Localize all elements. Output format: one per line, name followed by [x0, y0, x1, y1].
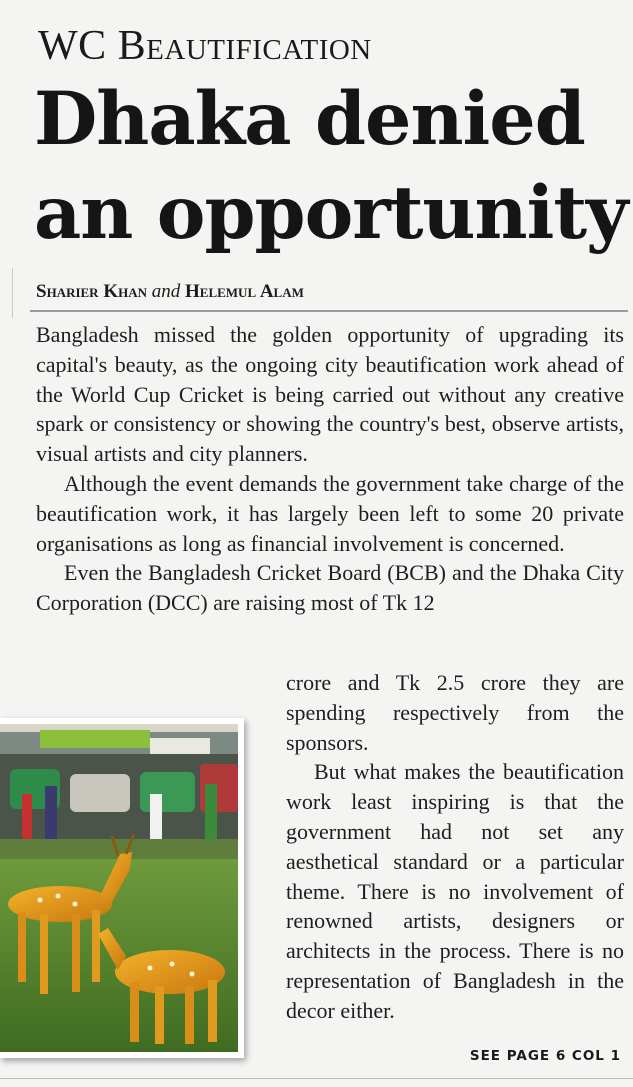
bottom-divider	[0, 1078, 633, 1079]
continuation-notice: SEE PAGE 6 COL 1	[469, 1048, 621, 1064]
paragraph-4: But what makes the beautification work least inspiring is that the government had not set any aesthetical standard or a particular theme. There is no involvement of renowned artists, designers or architects in the process. There is no representation of Bangladesh in the decor either.	[286, 759, 624, 1023]
headline-line-1: Dhaka denied	[34, 76, 585, 162]
paragraph-1: Bangladesh missed the golden opportunity of upgrading its capital's beauty, as the ongoing city beautification work ahead of the World Cup Cricket is being carried out without any creative spark or consistency or showing the country's best, observe artists, visual artists and city planners.	[36, 322, 624, 467]
article-body-narrow-column	[286, 668, 624, 1026]
article-byline	[36, 281, 304, 303]
byline-divider	[30, 310, 628, 312]
paragraph-3-part-1: Even the Bangladesh Cricket Board (BCB) and the Dhaka City Corporation (DCC) are raising most of Tk 12	[36, 560, 624, 616]
byline-author-1: Sharier Khan	[36, 281, 147, 302]
photo-illustration	[0, 724, 238, 1052]
deer-sculpture-photo	[0, 718, 244, 1058]
paragraph-3-part-2: crore and Tk 2.5 crore they are spending respectively from the sponsors.	[286, 670, 624, 755]
paragraph-2: Although the event demands the government take charge of the beautification work, it has largely been left to some 20 private organisations as long as financial involvement is concerned.	[36, 470, 624, 556]
headline-line-2: an opportunity	[34, 170, 628, 256]
article-body-full-width	[36, 320, 624, 618]
article-kicker: WC Beautification	[38, 23, 372, 69]
byline-author-2: Helemul Alam	[185, 281, 304, 302]
article-headline	[34, 72, 629, 260]
byline-conjunction: and	[151, 281, 181, 302]
column-rule	[12, 268, 13, 318]
